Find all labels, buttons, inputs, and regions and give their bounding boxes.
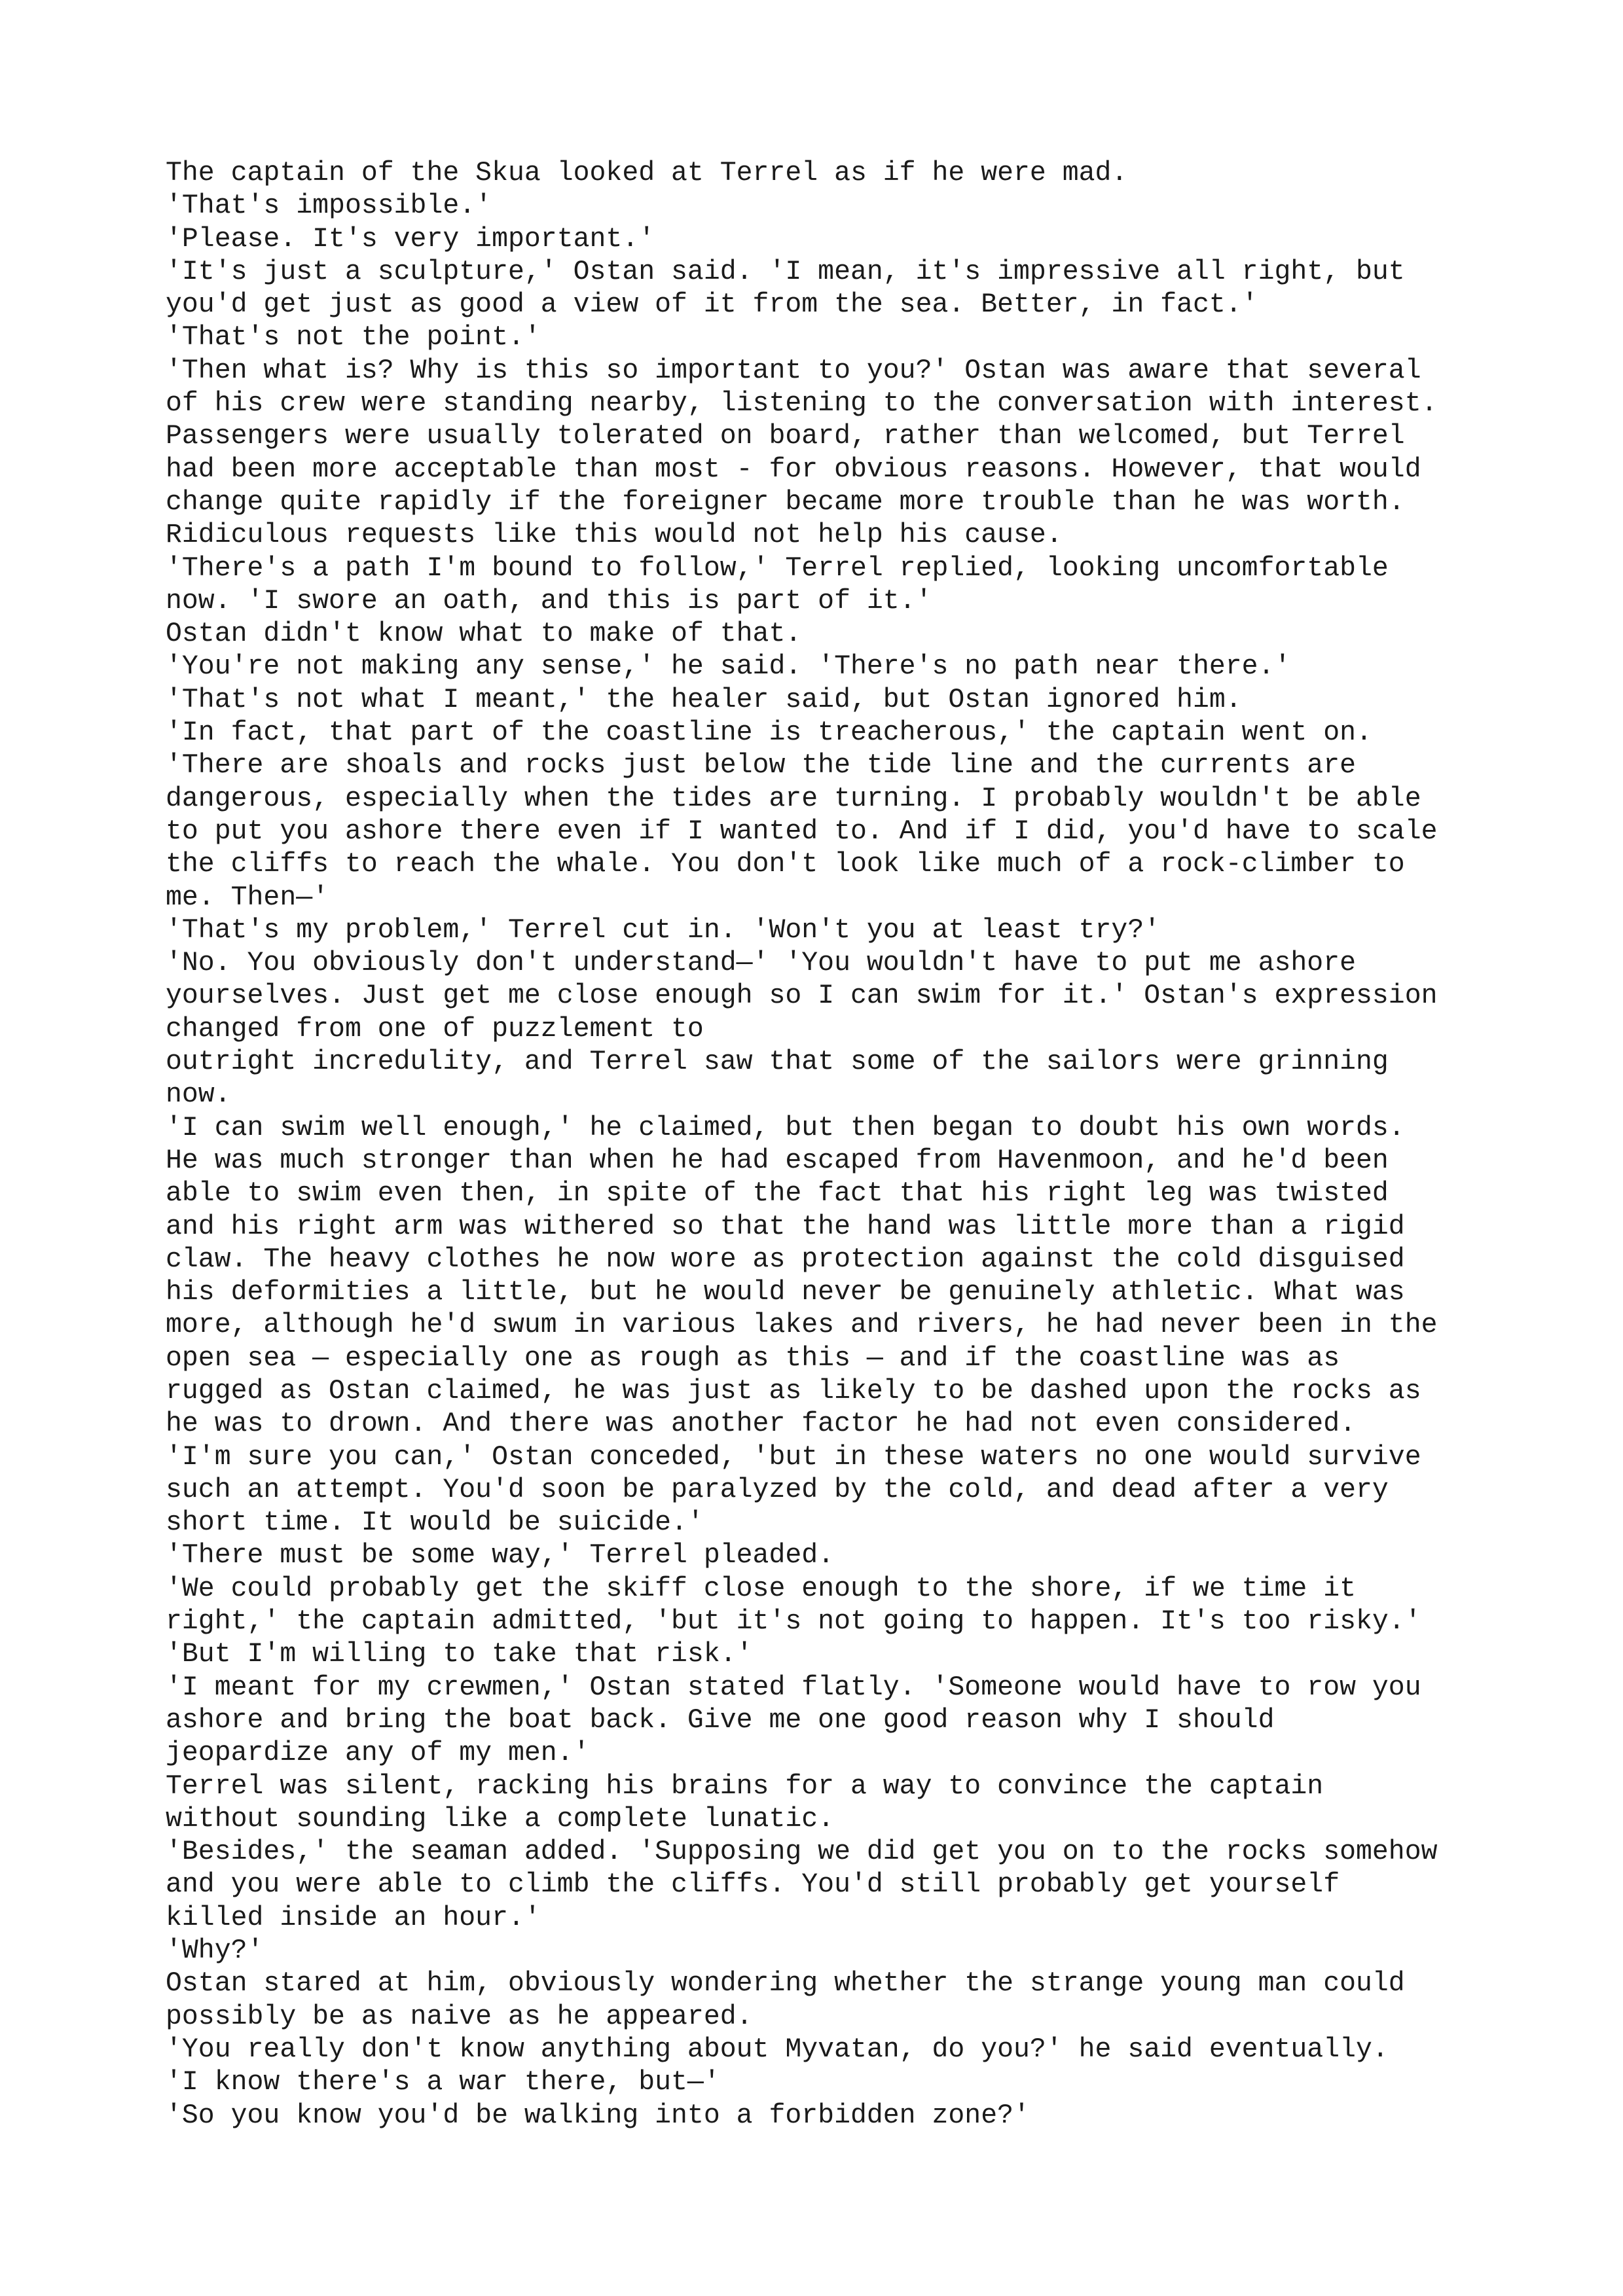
text-line: more, although he'd swum in various lakes and rivers, he had never been in the <box>166 1310 1438 1341</box>
text-line: 'Then what is? Why is this so important to you?' Ostan was aware that several <box>166 355 1421 386</box>
text-line: 'Please. It's very important.' <box>166 223 655 255</box>
text-line: Terrel was silent, racking his brains for a way to convince the captain <box>166 1770 1324 1802</box>
text-line: 'You really don't know anything about Myvatan, do you?' he said eventually. <box>166 2034 1389 2065</box>
text-line: 'I can swim well enough,' he claimed, but then began to doubt his own words. <box>166 1112 1405 1143</box>
text-line: able to swim even then, in spite of the fact that his right leg was twisted <box>166 1178 1389 1210</box>
text-line: 'No. You obviously don't understand—' 'You wouldn't have to put me ashore <box>166 948 1356 979</box>
text-line: changed from one of puzzlement to <box>166 1013 704 1045</box>
text-line: 'It's just a sculpture,' Ostan said. 'I mean, it's impressive all right, but <box>166 256 1405 287</box>
text-line: such an attempt. You'd soon be paralyzed by the cold, and dead after a very <box>166 1474 1389 1505</box>
text-line: 'There's a path I'm bound to follow,' Terrel replied, looking uncomfortable <box>166 552 1389 584</box>
text-line: Ostan didn't know what to make of that. <box>166 619 802 650</box>
text-line: The captain of the Skua looked at Terrel as if he were mad. <box>166 158 1128 188</box>
text-line: without sounding like a complete lunatic. <box>166 1803 835 1835</box>
text-line: Ridiculous requests like this would not help his cause. <box>166 520 1063 551</box>
text-line: 'So you know you'd be walking into a forbidden zone?' <box>166 2100 1030 2131</box>
text-line: killed inside an hour.' <box>166 1902 541 1933</box>
text-line: change quite rapidly if the foreigner became more trouble than he was worth. <box>166 486 1405 518</box>
text-line: jeopardize any of my men.' <box>166 1738 590 1769</box>
text-line: Ostan stared at him, obviously wondering whether the strange young man could <box>166 1968 1405 2000</box>
text-line: 'We could probably get the skiff close enough to the shore, if we time it <box>166 1573 1356 1604</box>
text-line: you'd get just as good a view of it from the sea. Better, in fact.' <box>166 289 1258 321</box>
text-line: possibly be as naive as he appeared. <box>166 2001 753 2032</box>
text-line: yourselves. Just get me close enough so I can swim for it.' Ostan's expression <box>166 980 1438 1012</box>
text-line: He was much stronger than when he had escaped from Havenmoon, and he'd been <box>166 1145 1389 1176</box>
text-line: now. 'I swore an oath, and this is part of it.' <box>166 585 932 617</box>
text-line: 'Why?' <box>166 1935 264 1967</box>
text-line: ashore and bring the boat back. Give me one good reason why I should <box>166 1704 1275 1736</box>
text-line: 'You're not making any sense,' he said. 'There's no path near there.' <box>166 651 1291 683</box>
text-line: 'That's impossible.' <box>166 190 492 222</box>
text-line: to put you ashore there even if I wanted to. And if I did, you'd have to scale <box>166 816 1438 847</box>
text-line: right,' the captain admitted, 'but it's not going to happen. It's too risky.' <box>166 1606 1421 1638</box>
text-line: 'That's my problem,' Terrel cut in. 'Won't you at least try?' <box>166 914 1161 946</box>
text-line: 'I meant for my crewmen,' Ostan stated flatly. 'Someone would have to row you <box>166 1672 1421 1703</box>
text-line: 'That's not what I meant,' the healer said, but Ostan ignored him. <box>166 684 1242 715</box>
text-line: 'But I'm willing to take that risk.' <box>166 1639 753 1670</box>
text-line: rugged as Ostan claimed, he was just as likely to be dashed upon the rocks as <box>166 1375 1421 1407</box>
text-line: 'In fact, that part of the coastline is treacherous,' the captain went on. <box>166 717 1372 749</box>
text-line: Passengers were usually tolerated on board, rather than welcomed, but Terrel <box>166 421 1405 452</box>
text-line: and his right arm was withered so that the hand was little more than a rigid <box>166 1211 1405 1242</box>
text-line: claw. The heavy clothes he now wore as protection against the cold disguised <box>166 1244 1405 1275</box>
text-line: now. <box>166 1079 231 1111</box>
text-line: the cliffs to reach the whale. You don't look like much of a rock-climber to <box>166 849 1405 880</box>
text-line: 'Besides,' the seaman added. 'Supposing we did get you on to the rocks somehow <box>166 1837 1438 1868</box>
text-line: 'There must be some way,' Terrel pleaded. <box>166 1540 835 1571</box>
document-page <box>166 157 1514 2132</box>
text-line: 'That's not the point.' <box>166 322 541 353</box>
text-line: me. Then—' <box>166 882 329 913</box>
text-line: short time. It would be suicide.' <box>166 1507 704 1539</box>
text-line: and you were able to climb the cliffs. You'd still probably get yourself <box>166 1869 1340 1901</box>
text-line: his deformities a little, but he would never be genuinely athletic. What was <box>166 1277 1405 1308</box>
text-line: had been more acceptable than most - for obvious reasons. However, that would <box>166 454 1421 485</box>
text-line: he was to drown. And there was another factor he had not even considered. <box>166 1408 1356 1440</box>
text-line: 'I'm sure you can,' Ostan conceded, 'but in these waters no one would survive <box>166 1441 1421 1473</box>
text-line: 'I know there's a war there, but—' <box>166 2067 720 2098</box>
text-line: 'There are shoals and rocks just below the tide line and the currents are <box>166 750 1356 781</box>
text-line: dangerous, especially when the tides are turning. I probably wouldn't be able <box>166 783 1421 814</box>
text-line: outright incredulity, and Terrel saw that some of the sailors were grinning <box>166 1047 1389 1078</box>
text-line: of his crew were standing nearby, listening to the conversation with interest. <box>166 388 1438 420</box>
text-line: open sea — especially one as rough as this — and if the coastline was as <box>166 1342 1340 1374</box>
